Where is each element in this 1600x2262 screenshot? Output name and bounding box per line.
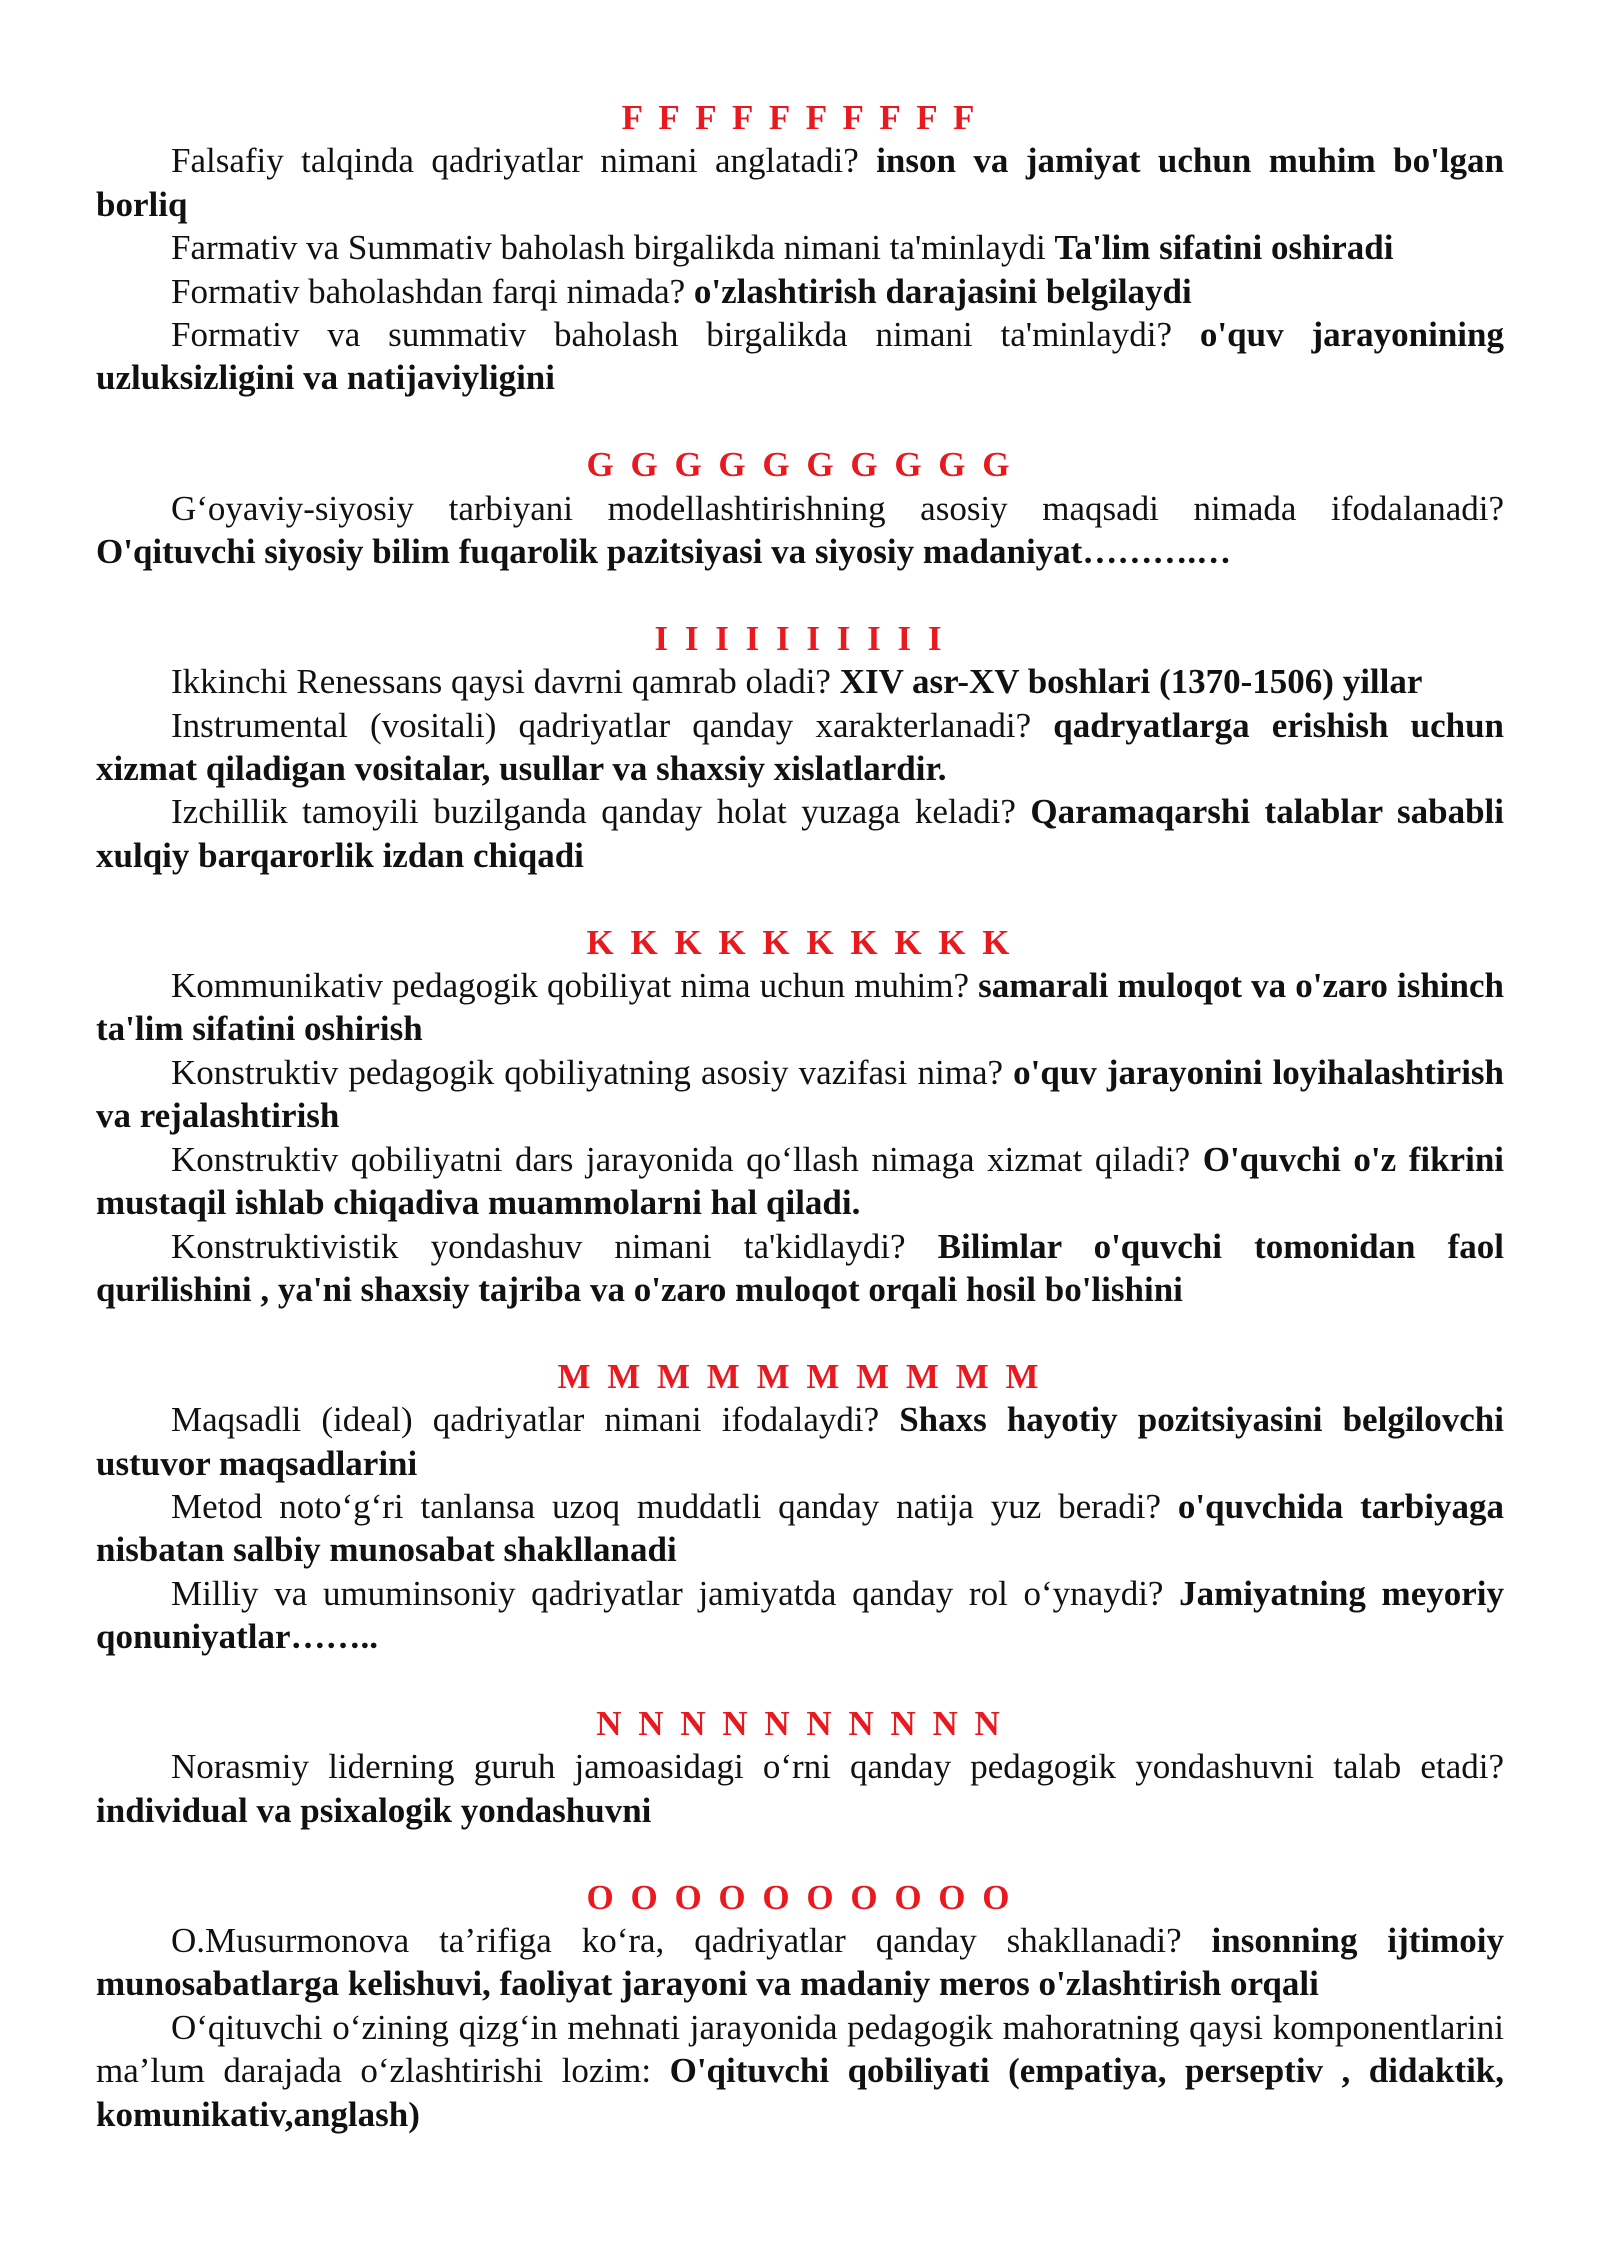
qa-item bbox=[96, 270, 1504, 313]
answer-text: qadryatlarga erishish uchun xizmat qiladigan vositalar, usullar va shaxsiy xislatlardir. bbox=[96, 705, 1505, 789]
letter-section bbox=[96, 443, 1504, 573]
answer-text: Ta'lim sifatini oshiradi bbox=[1054, 228, 1394, 268]
answer-text: o'quv jarayonini loyihalashtirish va rejalashtirish bbox=[96, 1052, 1505, 1136]
answer-text: O'qituvchi qobiliyati (empatiya, perseptiv , didaktik, komunikativ,anglash) bbox=[96, 2051, 1505, 2134]
question-text: Formativ va summativ baholash birgalikda nimani ta'minlaydi? bbox=[171, 315, 1173, 355]
section-heading: M M M M M M M M M M bbox=[557, 1356, 1043, 1396]
qa-item bbox=[96, 1485, 1504, 1572]
letter-section bbox=[96, 1355, 1504, 1659]
question-text: Izchillik tamoyili buzilganda qanday holat yuzaga keladi? bbox=[171, 792, 1016, 832]
answer-text: individual va psixalogik yondashuvni bbox=[96, 1790, 652, 1830]
question-text: Konstruktiv qobiliyatni dars jarayonida qo‘llash nimaga xizmat qiladi? bbox=[171, 1139, 1191, 1179]
answer-text: Jamiyatning meyoriy qonuniyatlar…….. bbox=[96, 1573, 1504, 1657]
qa-item bbox=[96, 704, 1504, 791]
qa-item bbox=[96, 487, 1504, 574]
section-heading: I I I I I I I I I I bbox=[654, 618, 946, 658]
question-text: Formativ baholashdan farqi nimada? bbox=[171, 271, 686, 311]
question-text: Farmativ va Summativ baholash birgalikda nimani ta'minlaydi bbox=[171, 228, 1046, 268]
question-text: G‘oyaviy-siyosiy tarbiyani modellashtirishning asosiy maqsadi nimada ifodalanadi? bbox=[171, 488, 1504, 528]
document-page bbox=[96, 96, 1504, 2136]
answer-text: samarali muloqot va o'zaro ishinch ta'lim sifatini oshirish bbox=[96, 966, 1504, 1049]
answer-text: XIV asr-XV boshlari (1370-1506) yillar bbox=[839, 662, 1423, 702]
letter-section bbox=[96, 1702, 1504, 1832]
letter-section bbox=[96, 96, 1504, 400]
question-text: Metod noto‘g‘ri tanlansa uzoq muddatli qanday natija yuz beradi? bbox=[171, 1486, 1162, 1526]
qa-item bbox=[96, 313, 1504, 400]
answer-text: insonning ijtimoiy munosabatlarga kelishuvi, faoliyat jarayoni va madaniy meros o'zlashtirish orqali bbox=[96, 1920, 1504, 2004]
question-text: Norasmiy liderning guruh jamoasidagi o‘rni qanday pedagogik yondashuvni talab etadi? bbox=[171, 1747, 1504, 1787]
qa-item bbox=[96, 139, 1504, 226]
question-text: Ikkinchi Renessans qaysi davrni qamrab oladi? bbox=[171, 662, 831, 702]
question-text: Falsafiy talqinda qadriyatlar nimani anglatadi? bbox=[171, 141, 859, 181]
answer-text: Shaxs hayotiy pozitsiyasini belgilovchi ustuvor maqsadlarini bbox=[96, 1400, 1504, 1483]
question-text: Konstruktiv pedagogik qobiliyatning asosiy vazifasi nima? bbox=[171, 1052, 1004, 1092]
qa-item bbox=[96, 1919, 1504, 2006]
qa-item bbox=[96, 1398, 1504, 1485]
qa-item bbox=[96, 660, 1504, 703]
answer-text: o'quv jarayonining uzluksizligini va natijaviyligini bbox=[96, 315, 1504, 398]
answer-text: Qaramaqarshi talablar sababli xulqiy barqarorlik izdan chiqadi bbox=[96, 792, 1504, 875]
answer-text: o'quvchida tarbiyaga nisbatan salbiy munosabat shakllanadi bbox=[96, 1486, 1504, 1570]
question-text: O‘qituvchi o‘zining qizg‘in mehnati jarayonida pedagogik mahoratning qaysi komponentlarini ma’lum darajada o‘zlashtirishi lozim: bbox=[96, 2007, 1504, 2091]
answer-text: o'zlashtirish darajasini belgilaydi bbox=[693, 271, 1192, 311]
qa-item bbox=[96, 1051, 1504, 1138]
section-heading: K K K K K K K K K K bbox=[586, 922, 1014, 962]
question-text: Milliy va umuminsoniy qadriyatlar jamiyatda qanday rol o‘ynaydi? bbox=[171, 1573, 1164, 1613]
answer-text: Bilimlar o'quvchi tomonidan faol qurilishini , ya'ni shaxsiy tajriba va o'zaro muloqot orqali hosil bo'lishini bbox=[96, 1226, 1505, 1309]
qa-item bbox=[96, 1138, 1504, 1225]
section-heading: N N N N N N N N N N bbox=[596, 1703, 1004, 1743]
question-text: O.Musurmonova ta’rifiga ko‘ra, qadriyatlar qanday shakllanadi? bbox=[171, 1920, 1182, 1960]
question-text: Kommunikativ pedagogik qobiliyat nima uchun muhim? bbox=[171, 966, 969, 1006]
qa-item bbox=[96, 2006, 1504, 2136]
answer-text: O'quvchi o'z fikrini mustaqil ishlab chiqadiva muammolarni hal qiladi. bbox=[96, 1139, 1505, 1223]
section-heading: G G G G G G G G G G bbox=[586, 445, 1014, 485]
qa-item bbox=[96, 1225, 1504, 1312]
qa-item bbox=[96, 1745, 1504, 1832]
question-text: Konstruktivistik yondashuv nimani ta'kidlaydi? bbox=[171, 1226, 906, 1266]
qa-item bbox=[96, 226, 1504, 269]
qa-item bbox=[96, 790, 1504, 877]
section-heading: F F F F F F F F F F bbox=[621, 98, 979, 137]
answer-text: inson va jamiyat uchun muhim bo'lgan borliq bbox=[96, 141, 1504, 224]
letter-section bbox=[96, 617, 1504, 877]
qa-item bbox=[96, 1572, 1504, 1659]
question-text: Maqsadli (ideal) qadriyatlar nimani ifodalaydi? bbox=[171, 1400, 880, 1440]
question-text: Instrumental (vositali) qadriyatlar qanday xarakterlanadi? bbox=[171, 705, 1032, 745]
letter-section bbox=[96, 1876, 1504, 2136]
answer-text: O'qituvchi siyosiy bilim fuqarolik pazitsiyasi va siyosiy madaniyat……….… bbox=[96, 532, 1232, 572]
section-heading: O O O O O O O O O O bbox=[586, 1877, 1014, 1917]
letter-section bbox=[96, 921, 1504, 1312]
qa-item bbox=[96, 964, 1504, 1051]
